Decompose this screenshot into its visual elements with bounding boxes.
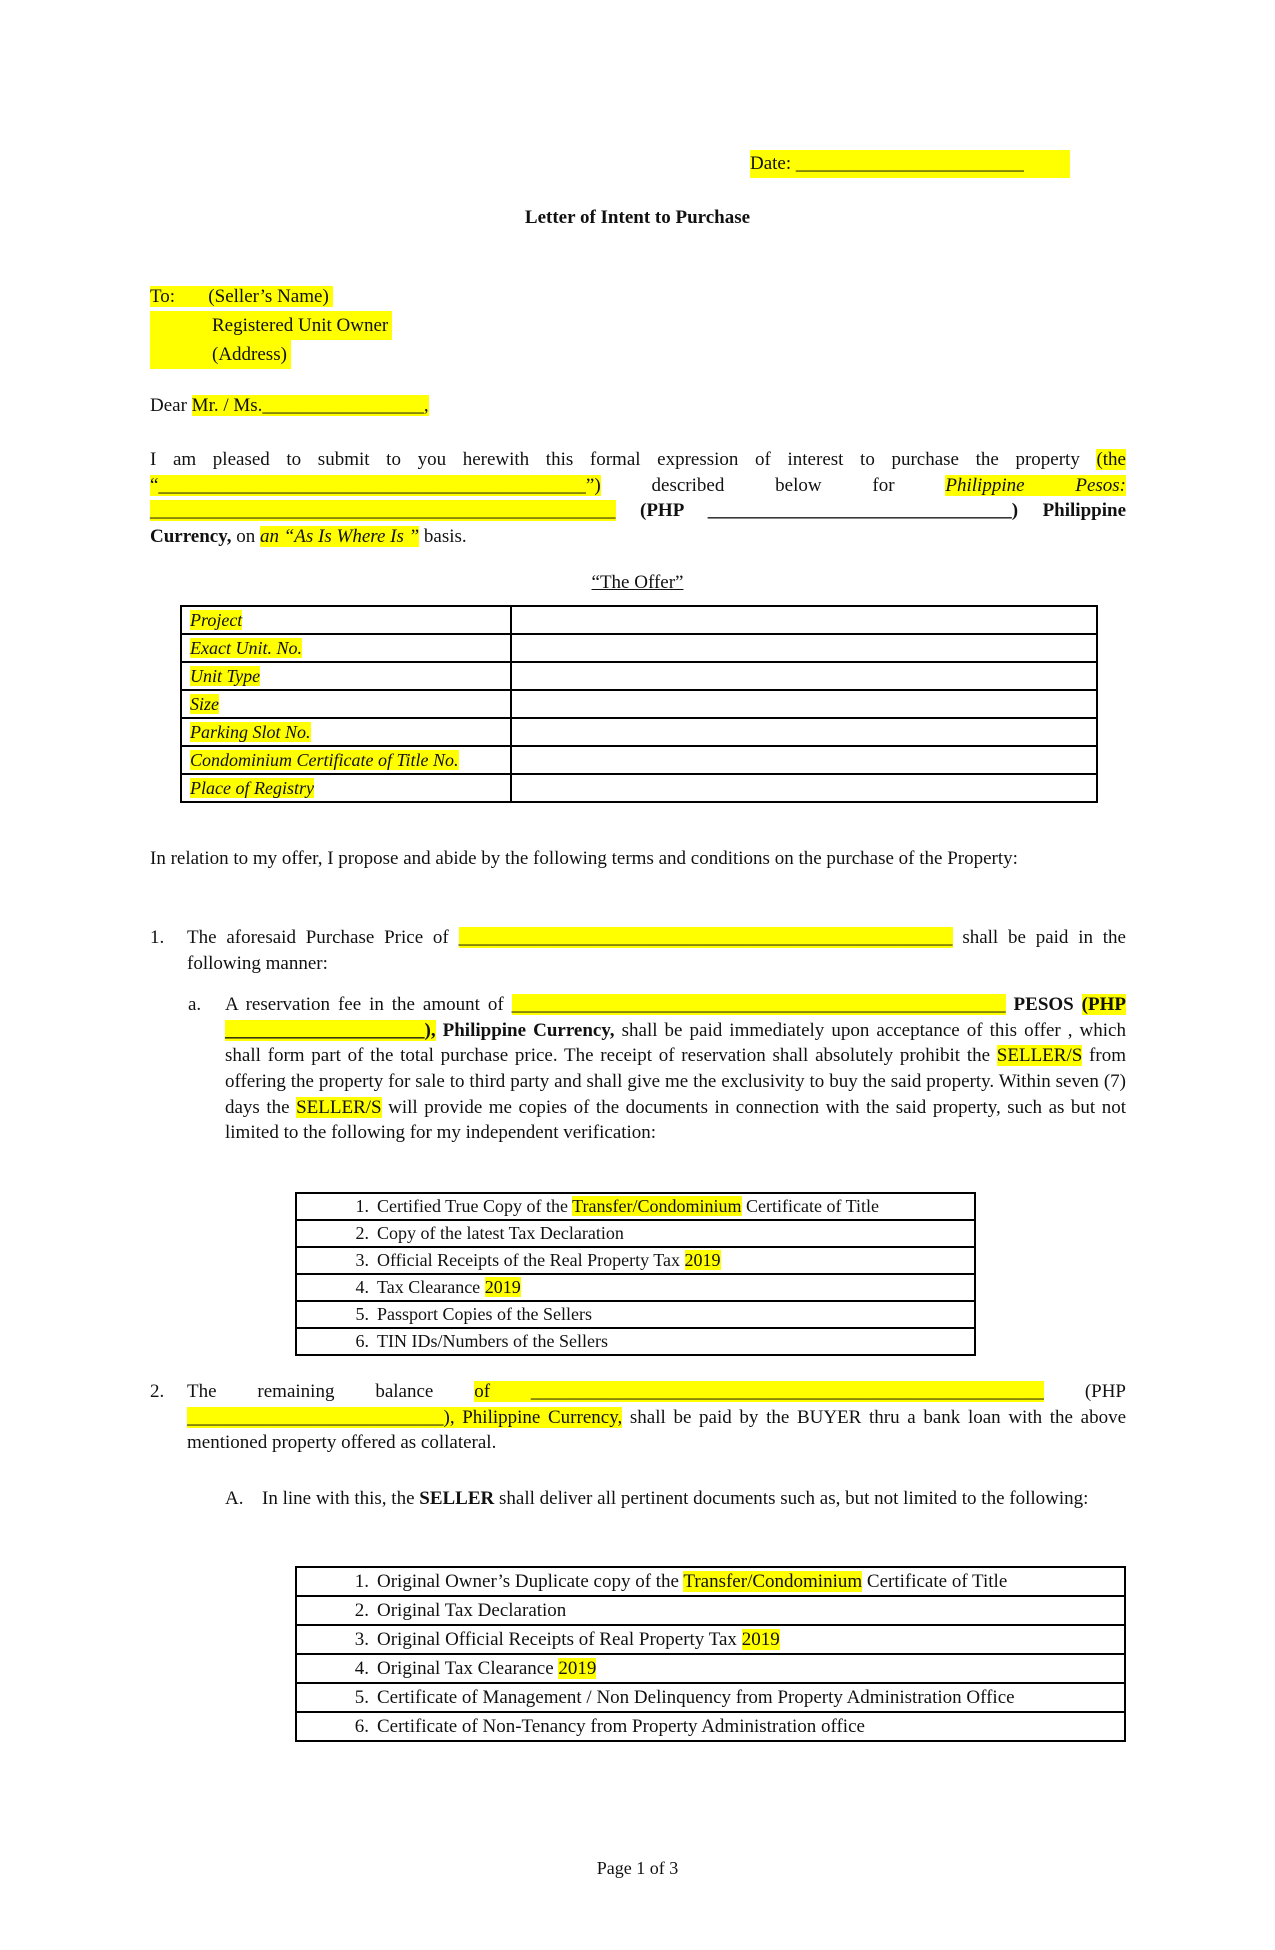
- document-list-item: [296, 1683, 1125, 1712]
- offer-field-value[interactable]: [511, 690, 1097, 718]
- list-item-highlight: 2019: [558, 1658, 597, 1679]
- list-item-text: Original Official Receipts of Real Property Tax: [377, 1629, 742, 1650]
- term-number: 1.: [150, 927, 165, 948]
- seller-label: SELLER/S: [996, 1045, 1083, 1067]
- list-item-number: 6.: [355, 1331, 369, 1351]
- list-item-number: 4.: [296, 1274, 377, 1301]
- balance-currency: Philippine Currency,: [454, 1406, 623, 1428]
- term-2: The remaining balance of ______________________________________________________ (PHP ___________________________), Philippine Currency, shall be paid by the BUYER thru a bank loan with the above mentioned property offered as collateral.: [187, 1381, 1126, 1454]
- list-item-number: 4.: [296, 1654, 377, 1683]
- document-list-item: [296, 1274, 975, 1301]
- offer-table: [180, 605, 1098, 803]
- list-item-text: Certificate of Non-Tenancy from Property Administration office: [377, 1716, 865, 1737]
- recipient-seller-name: To: (Seller’s Name): [150, 286, 333, 307]
- offer-field-label: Unit Type: [190, 665, 261, 686]
- list-item-number: 2.: [296, 1220, 377, 1247]
- document-list-item: [296, 1193, 975, 1220]
- offer-field-value[interactable]: [511, 606, 1097, 634]
- document-title: Letter of Intent to Purchase: [524, 207, 751, 228]
- intro-paragraph: [150, 447, 1126, 550]
- offer-field-label: Parking Slot No.: [190, 721, 311, 742]
- term-number: 2.: [150, 1381, 165, 1402]
- recipient-owner-label: Registered Unit Owner: [150, 311, 392, 340]
- offer-table-row: [181, 774, 1097, 802]
- intro-property-blank: (the “_____________________________________________”): [150, 449, 1126, 496]
- terms-intro: In relation to my offer, I propose and abide by the following terms and conditions on the purchase of the Property:: [150, 848, 1018, 869]
- list-item-text: Certified True Copy of the: [377, 1196, 573, 1216]
- list-item-number: 5.: [296, 1683, 377, 1712]
- document-list-item: [296, 1247, 975, 1274]
- recipient-block: [150, 282, 392, 369]
- reservation-fee-blank: ____________________________________________________: [511, 994, 1006, 1015]
- document-list-item: [296, 1596, 1125, 1625]
- offer-heading: “The Offer”: [591, 572, 684, 593]
- list-item-text: Original Tax Clearance: [377, 1658, 559, 1679]
- remaining-balance-blank: of ______________________________________________________: [474, 1381, 1044, 1402]
- offer-field-label: Place of Registry: [190, 777, 314, 798]
- offer-field-value[interactable]: [511, 634, 1097, 662]
- list-item-highlight: Transfer/Condominium: [683, 1571, 863, 1592]
- salutation-prefix: Dear: [150, 395, 192, 416]
- term-subnumber: A.: [225, 1488, 244, 1509]
- recipient-address: (Address): [150, 340, 291, 369]
- list-item-number: 6.: [354, 1716, 369, 1737]
- intro-currency: Philippine Currency,: [150, 500, 1126, 547]
- offer-field-label: Size: [190, 693, 219, 714]
- document-list-2: [295, 1566, 1126, 1742]
- intro-text-1: I am pleased to submit to you herewith this formal expression of interest to purchase the property: [150, 449, 1097, 470]
- document-list-item: [296, 1301, 975, 1328]
- list-item-highlight: 2019: [741, 1629, 780, 1650]
- list-item-number: 1.: [296, 1567, 377, 1596]
- list-item-number: 2.: [296, 1596, 377, 1625]
- document-list-1: [295, 1192, 976, 1356]
- intro-pesos-blank: Philippine Pesos: _________________________________________________: [150, 474, 1127, 522]
- list-item-number: 3.: [296, 1247, 377, 1274]
- intro-text-3: on: [231, 525, 260, 547]
- list-item-text: Passport Copies of the Sellers: [377, 1304, 592, 1324]
- document-list-item: [296, 1625, 1125, 1654]
- offer-table-row: [181, 606, 1097, 634]
- offer-table-row: [181, 746, 1097, 774]
- offer-field-label: Condominium Certificate of Title No.: [190, 749, 459, 770]
- document-list-item: [296, 1220, 975, 1247]
- intro-as-is-basis: an “As Is Where Is ”: [259, 525, 420, 547]
- offer-table-row: [181, 718, 1097, 746]
- list-item-number: 1.: [296, 1193, 377, 1220]
- document-list-item: [296, 1567, 1125, 1596]
- document-list-item: [296, 1712, 1125, 1741]
- balance-php-blank: ___________________________: [187, 1406, 444, 1428]
- list-item-text-end: Certificate of Title: [862, 1571, 1008, 1592]
- list-item-text: Tax Clearance: [377, 1277, 485, 1297]
- list-item-text: Copy of the latest Tax Declaration: [377, 1223, 624, 1243]
- list-item-highlight: Transfer/Condominium: [572, 1196, 742, 1216]
- list-item-number: 3.: [296, 1625, 377, 1654]
- page-footer: Page 1 of 3: [596, 1858, 679, 1878]
- list-item-text-end: Certificate of Title: [741, 1196, 879, 1216]
- purchase-price-blank: ____________________________________________________: [458, 927, 953, 948]
- list-item-text: Official Receipts of the Real Property Tax: [377, 1250, 685, 1270]
- offer-field-label: Project: [190, 609, 243, 630]
- document-list-item: [296, 1328, 975, 1355]
- list-item-text: TIN IDs/Numbers of the Sellers: [377, 1331, 608, 1351]
- offer-field-value[interactable]: [511, 718, 1097, 746]
- salutation-name-blank: Mr. / Ms._________________,: [191, 395, 429, 416]
- list-item-number: 5.: [296, 1301, 377, 1328]
- list-item-text: Original Owner’s Duplicate copy of the: [377, 1571, 684, 1592]
- intro-php-blank: (PHP ________________________________): [615, 500, 1043, 522]
- date-field: Date: ________________________: [750, 150, 1070, 178]
- term-1a: A reservation fee in the amount of ____________________________________________________ PESOS (PHP _____________________), Philippine Currency, shall be paid immediately upon acceptance of this offer , which shall form part of the total purchase price. The receipt of reservation shall absolutely prohibit the SELLER/S from offering the property for sale to third party and shall give me the exclusivity to buy the said property. Within seven (7) days the SELLER/S will provide me copies of the documents in connection with the said property, such as but not limited to the following for my independent verification:: [225, 994, 1127, 1144]
- seller-label: SELLER: [419, 1488, 495, 1509]
- offer-field-value[interactable]: [511, 746, 1097, 774]
- offer-field-value[interactable]: [511, 662, 1097, 690]
- term-1: The aforesaid Purchase Price of ____________________________________________________ shall be paid in the following manner:: [187, 927, 1126, 974]
- offer-table-row: [181, 662, 1097, 690]
- intro-text-2: described below for: [600, 474, 946, 496]
- term-2a: In line with this, the SELLER shall deliver all pertinent documents such as, but not limited to the following:: [262, 1488, 1089, 1509]
- offer-field-value[interactable]: [511, 774, 1097, 802]
- offer-table-row: [181, 634, 1097, 662]
- list-item-text: Certificate of Management / Non Delinquency from Property Administration Office: [377, 1687, 1015, 1708]
- list-item-text: Original Tax Declaration: [377, 1600, 567, 1621]
- document-list-item: [296, 1654, 1125, 1683]
- list-item-highlight: 2019: [684, 1250, 721, 1270]
- salutation: [150, 393, 429, 419]
- list-item-highlight: 2019: [484, 1277, 521, 1297]
- seller-label: SELLER/S: [296, 1096, 382, 1118]
- intro-text-4: basis.: [419, 525, 467, 547]
- offer-field-label: Exact Unit. No.: [190, 637, 302, 658]
- term-subnumber: a.: [188, 994, 202, 1015]
- reservation-php-blank: (PHP _____________________),: [225, 994, 1126, 1041]
- offer-table-row: [181, 690, 1097, 718]
